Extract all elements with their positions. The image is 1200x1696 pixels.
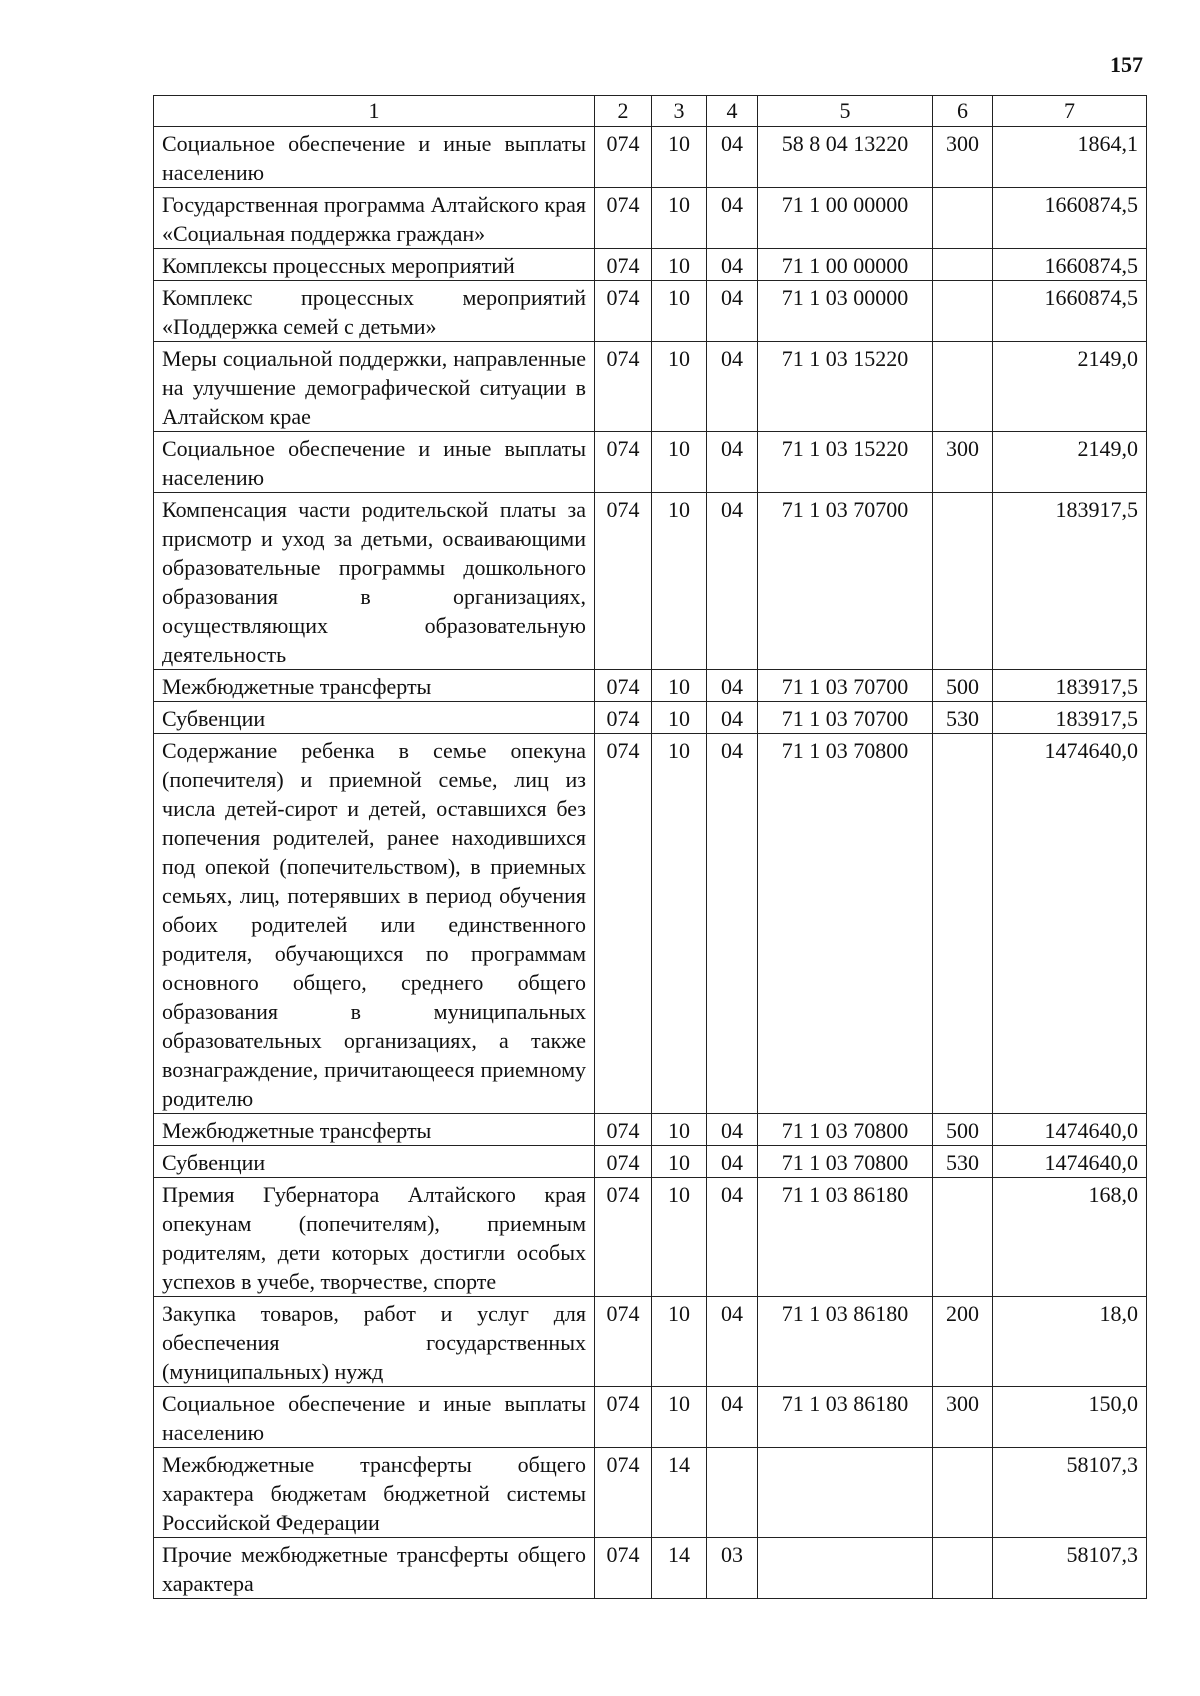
cell-target: 71 1 03 15220 xyxy=(758,342,933,432)
cell-subsection: 04 xyxy=(707,493,758,670)
cell-target: 71 1 03 70800 xyxy=(758,734,933,1114)
cell-amount: 1864,1 xyxy=(993,127,1147,188)
cell-section: 10 xyxy=(652,249,707,281)
cell-grbs: 074 xyxy=(595,1114,652,1146)
cell-section: 10 xyxy=(652,493,707,670)
cell-subsection: 04 xyxy=(707,281,758,342)
cell-expense-type: 530 xyxy=(933,702,993,734)
cell-expense-type: 300 xyxy=(933,1387,993,1448)
cell-expense-type xyxy=(933,188,993,249)
cell-section: 10 xyxy=(652,127,707,188)
cell-name: Закупка товаров, работ и услуг для обеспечения государственных (муниципальных) нужд xyxy=(154,1297,595,1387)
cell-name: Межбюджетные трансферты общего характера бюджетам бюджетной системы Российской Федерации xyxy=(154,1448,595,1538)
cell-expense-type xyxy=(933,249,993,281)
cell-name: Компенсация части родительской платы за присмотр и уход за детьми, осваивающими образовательные программы дошкольного образования в организациях, осуществляющих образовательную деятельность xyxy=(154,493,595,670)
cell-target: 71 1 03 15220 xyxy=(758,432,933,493)
cell-name: Социальное обеспечение и иные выплаты населению xyxy=(154,1387,595,1448)
table-body xyxy=(154,127,1147,1599)
cell-amount: 58107,3 xyxy=(993,1448,1147,1538)
cell-section: 10 xyxy=(652,432,707,493)
cell-grbs: 074 xyxy=(595,734,652,1114)
cell-expense-type xyxy=(933,1448,993,1538)
cell-subsection: 04 xyxy=(707,1114,758,1146)
cell-section: 10 xyxy=(652,670,707,702)
cell-name: Межбюджетные трансферты xyxy=(154,1114,595,1146)
table-row xyxy=(154,127,1147,188)
cell-name: Социальное обеспечение и иные выплаты населению xyxy=(154,127,595,188)
table-row xyxy=(154,1297,1147,1387)
header-row xyxy=(154,96,1147,127)
table-row xyxy=(154,1448,1147,1538)
cell-section: 10 xyxy=(652,1114,707,1146)
cell-name: Премия Губернатора Алтайского края опекунам (попечителям), приемным родителям, дети которых достигли особых успехов в учебе, творчестве, спорте xyxy=(154,1178,595,1297)
cell-subsection: 04 xyxy=(707,702,758,734)
cell-expense-type xyxy=(933,1538,993,1599)
cell-expense-type xyxy=(933,281,993,342)
cell-subsection: 04 xyxy=(707,342,758,432)
cell-target: 71 1 03 86180 xyxy=(758,1178,933,1297)
cell-section: 14 xyxy=(652,1538,707,1599)
cell-section: 10 xyxy=(652,188,707,249)
cell-grbs: 074 xyxy=(595,1448,652,1538)
cell-name: Субвенции xyxy=(154,702,595,734)
table-row xyxy=(154,432,1147,493)
table-row xyxy=(154,1146,1147,1178)
cell-amount: 1474640,0 xyxy=(993,1146,1147,1178)
cell-target: 71 1 03 86180 xyxy=(758,1387,933,1448)
cell-subsection xyxy=(707,1448,758,1538)
cell-expense-type xyxy=(933,493,993,670)
cell-target xyxy=(758,1448,933,1538)
cell-expense-type: 300 xyxy=(933,432,993,493)
cell-subsection: 04 xyxy=(707,1297,758,1387)
cell-target: 58 8 04 13220 xyxy=(758,127,933,188)
cell-grbs: 074 xyxy=(595,702,652,734)
table-row xyxy=(154,1538,1147,1599)
cell-subsection: 04 xyxy=(707,670,758,702)
cell-subsection: 04 xyxy=(707,1178,758,1297)
header-col-2: 2 xyxy=(595,96,652,127)
cell-expense-type xyxy=(933,1178,993,1297)
cell-grbs: 074 xyxy=(595,670,652,702)
header-col-1: 1 xyxy=(154,96,595,127)
cell-amount: 18,0 xyxy=(993,1297,1147,1387)
cell-amount: 2149,0 xyxy=(993,342,1147,432)
cell-target: 71 1 03 86180 xyxy=(758,1297,933,1387)
cell-section: 10 xyxy=(652,281,707,342)
cell-grbs: 074 xyxy=(595,493,652,670)
cell-section: 10 xyxy=(652,1178,707,1297)
cell-subsection: 04 xyxy=(707,1387,758,1448)
cell-amount: 1660874,5 xyxy=(993,249,1147,281)
table-row xyxy=(154,1387,1147,1448)
header-col-6: 6 xyxy=(933,96,993,127)
cell-grbs: 074 xyxy=(595,127,652,188)
cell-name: Государственная программа Алтайского края «Социальная поддержка граждан» xyxy=(154,188,595,249)
cell-section: 10 xyxy=(652,734,707,1114)
cell-name: Содержание ребенка в семье опекуна (попечителя) и приемной семье, лиц из числа детей-сирот и детей, оставшихся без попечения родителей, ранее находившихся под опекой (попечительством), в приемных семьях, лиц, потерявших в период обучения обоих родителей или единственного родителя, обучающихся по программам основного общего, среднего общего образования в муниципальных образовательных организациях, а также вознаграждение, причитающееся приемному родителю xyxy=(154,734,595,1114)
cell-expense-type: 500 xyxy=(933,670,993,702)
cell-subsection: 04 xyxy=(707,127,758,188)
cell-amount: 1474640,0 xyxy=(993,1114,1147,1146)
cell-expense-type: 530 xyxy=(933,1146,993,1178)
cell-name: Прочие межбюджетные трансферты общего характера xyxy=(154,1538,595,1599)
table-row xyxy=(154,188,1147,249)
cell-grbs: 074 xyxy=(595,1538,652,1599)
cell-amount: 183917,5 xyxy=(993,493,1147,670)
page-number: 157 xyxy=(1110,52,1143,77)
cell-grbs: 074 xyxy=(595,1387,652,1448)
header-col-3: 3 xyxy=(652,96,707,127)
cell-grbs: 074 xyxy=(595,342,652,432)
header-col-5: 5 xyxy=(758,96,933,127)
cell-section: 10 xyxy=(652,342,707,432)
table-row xyxy=(154,670,1147,702)
cell-amount: 1660874,5 xyxy=(993,281,1147,342)
cell-grbs: 074 xyxy=(595,188,652,249)
table-row xyxy=(154,1114,1147,1146)
cell-grbs: 074 xyxy=(595,249,652,281)
cell-target: 71 1 03 70700 xyxy=(758,702,933,734)
cell-section: 10 xyxy=(652,1387,707,1448)
table-row xyxy=(154,249,1147,281)
cell-expense-type xyxy=(933,734,993,1114)
header-col-4: 4 xyxy=(707,96,758,127)
cell-grbs: 074 xyxy=(595,432,652,493)
cell-amount: 1660874,5 xyxy=(993,188,1147,249)
cell-name: Комплексы процессных мероприятий xyxy=(154,249,595,281)
cell-target: 71 1 00 00000 xyxy=(758,249,933,281)
cell-expense-type: 500 xyxy=(933,1114,993,1146)
cell-name: Комплекс процессных мероприятий «Поддержка семей с детьми» xyxy=(154,281,595,342)
cell-target: 71 1 00 00000 xyxy=(758,188,933,249)
cell-name: Меры социальной поддержки, направленные на улучшение демографической ситуации в Алтайском крае xyxy=(154,342,595,432)
cell-subsection: 04 xyxy=(707,249,758,281)
cell-target: 71 1 03 00000 xyxy=(758,281,933,342)
cell-grbs: 074 xyxy=(595,281,652,342)
cell-amount: 168,0 xyxy=(993,1178,1147,1297)
cell-section: 10 xyxy=(652,1297,707,1387)
cell-amount: 183917,5 xyxy=(993,670,1147,702)
cell-target: 71 1 03 70800 xyxy=(758,1114,933,1146)
cell-grbs: 074 xyxy=(595,1146,652,1178)
cell-expense-type xyxy=(933,342,993,432)
cell-amount: 58107,3 xyxy=(993,1538,1147,1599)
cell-amount: 1474640,0 xyxy=(993,734,1147,1114)
cell-grbs: 074 xyxy=(595,1178,652,1297)
cell-subsection: 04 xyxy=(707,432,758,493)
cell-name: Социальное обеспечение и иные выплаты населению xyxy=(154,432,595,493)
table-row xyxy=(154,493,1147,670)
cell-amount: 183917,5 xyxy=(993,702,1147,734)
cell-subsection: 03 xyxy=(707,1538,758,1599)
cell-subsection: 04 xyxy=(707,188,758,249)
table-row xyxy=(154,734,1147,1114)
cell-name: Межбюджетные трансферты xyxy=(154,670,595,702)
cell-subsection: 04 xyxy=(707,1146,758,1178)
cell-subsection: 04 xyxy=(707,734,758,1114)
cell-target: 71 1 03 70800 xyxy=(758,1146,933,1178)
cell-target: 71 1 03 70700 xyxy=(758,493,933,670)
cell-expense-type: 300 xyxy=(933,127,993,188)
cell-amount: 2149,0 xyxy=(993,432,1147,493)
cell-expense-type: 200 xyxy=(933,1297,993,1387)
cell-section: 10 xyxy=(652,1146,707,1178)
budget-table xyxy=(153,95,1147,1599)
cell-amount: 150,0 xyxy=(993,1387,1147,1448)
cell-section: 10 xyxy=(652,702,707,734)
cell-grbs: 074 xyxy=(595,1297,652,1387)
cell-name: Субвенции xyxy=(154,1146,595,1178)
cell-section: 14 xyxy=(652,1448,707,1538)
cell-target: 71 1 03 70700 xyxy=(758,670,933,702)
cell-target xyxy=(758,1538,933,1599)
table-row xyxy=(154,342,1147,432)
table-row xyxy=(154,702,1147,734)
table-row xyxy=(154,281,1147,342)
header-col-7: 7 xyxy=(993,96,1147,127)
table-row xyxy=(154,1178,1147,1297)
